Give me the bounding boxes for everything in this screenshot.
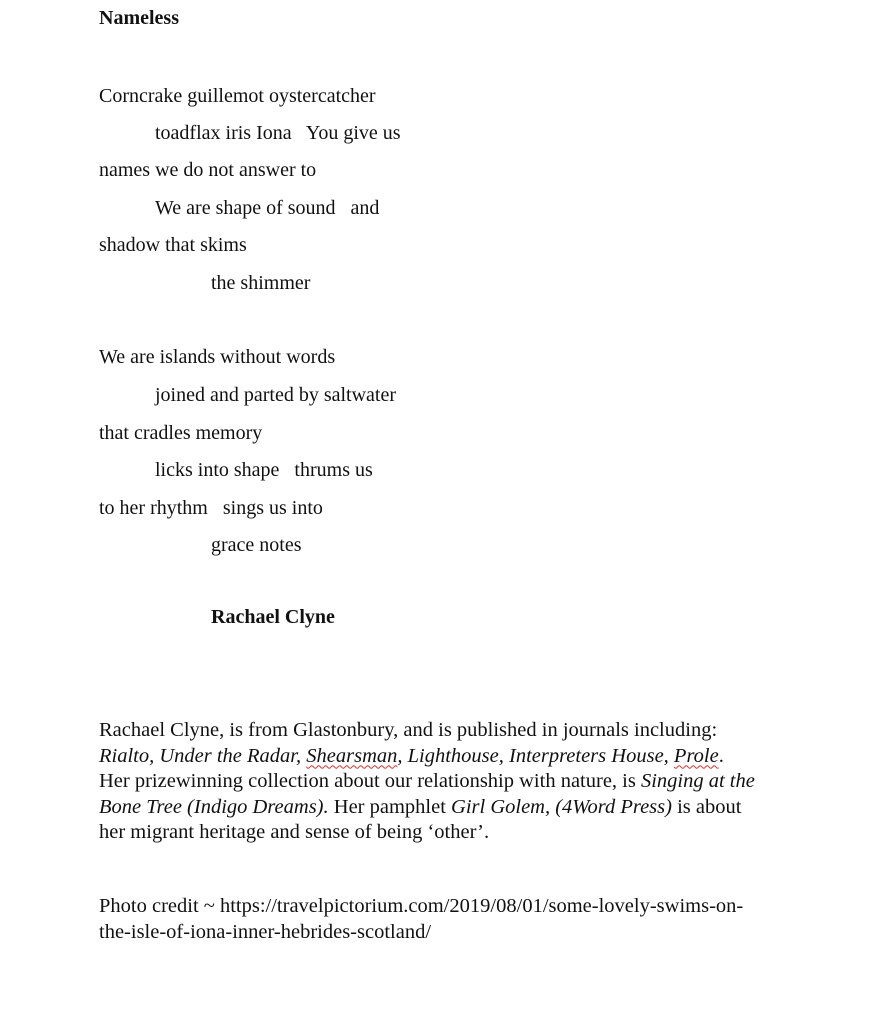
poem-line: the shimmer xyxy=(211,272,311,294)
poem-line: licks into shape thrums us xyxy=(155,459,373,481)
poem-line: Corncrake guillemot oystercatcher xyxy=(99,85,376,107)
credit-line: Photo credit ~ https://travelpictorium.com/2019/08/01/some-lovely-swims-on- xyxy=(99,895,744,917)
bio-journals: , Lighthouse, Interpreters House, xyxy=(397,744,674,767)
bio-line xyxy=(99,769,819,795)
poem-title: Nameless xyxy=(99,7,179,29)
poem-line: names we do not answer to xyxy=(99,159,317,181)
poem-line: joined and parted by saltwater xyxy=(155,384,397,406)
bio-text: is about xyxy=(671,795,742,818)
poem-line: that cradles memory xyxy=(99,422,263,444)
bio-text: Her prizewinning collection about our relationship with nature, is xyxy=(99,770,641,792)
poem-line: shadow that skims xyxy=(99,234,247,256)
poem-line: grace notes xyxy=(211,534,302,556)
poem-author: Rachael Clyne xyxy=(211,606,335,628)
bio-punct: . xyxy=(718,744,724,767)
bio-line xyxy=(99,744,819,770)
credit-line: the-isle-of-iona-inner-hebrides-scotland/ xyxy=(99,920,432,943)
photo-credit xyxy=(99,894,839,945)
poem-line: to her rhythm sings us into xyxy=(99,497,323,519)
author-bio xyxy=(99,718,819,846)
bio-line xyxy=(99,795,819,821)
bio-journals: Rialto, Under the Radar, xyxy=(99,744,307,767)
poem-line: toadflax iris Iona You give us xyxy=(155,122,401,144)
bio-journal-shearsman: Shearsman xyxy=(306,744,398,767)
bio-text: Her pamphlet xyxy=(328,795,452,818)
bio-line: Rachael Clyne, is from Glastonbury, and is published in journals including: xyxy=(99,719,718,741)
bio-book-title: Singing at the xyxy=(640,770,755,792)
bio-pamphlet-title: Girl Golem, (4Word Press) xyxy=(451,795,672,818)
bio-line: her migrant heritage and sense of being ‘other’. xyxy=(99,821,490,843)
poem-line: We are islands without words xyxy=(99,346,336,368)
bio-journal-prole: Prole xyxy=(673,744,719,767)
poem-line: We are shape of sound and xyxy=(155,197,380,219)
bio-book-title: Bone Tree (Indigo Dreams). xyxy=(99,795,329,818)
